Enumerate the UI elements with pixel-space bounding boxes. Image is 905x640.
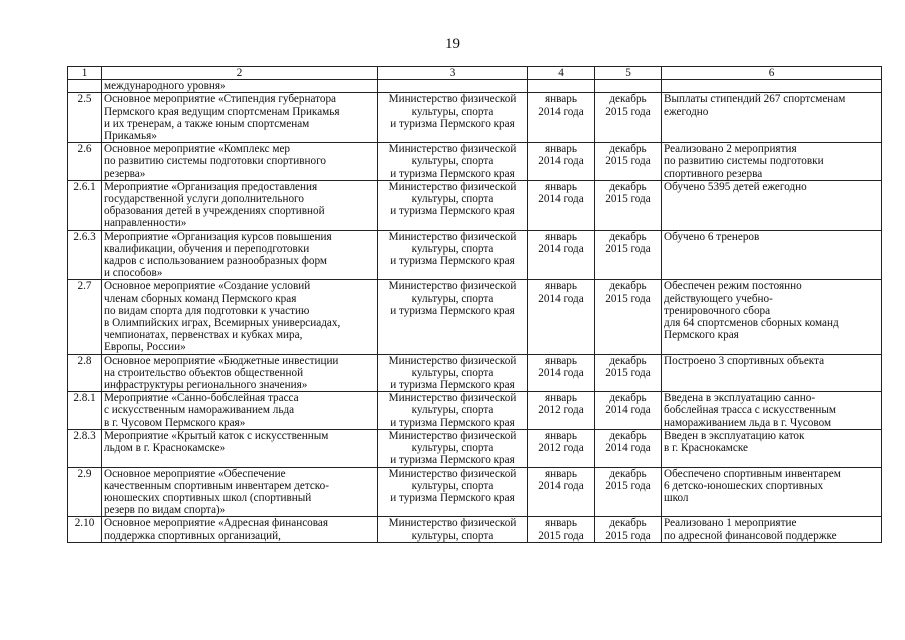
expected-result-line: Обеспечен режим постоянно bbox=[664, 280, 802, 293]
end-date-line: декабрь bbox=[609, 230, 647, 243]
start-date-cell bbox=[528, 517, 595, 542]
executor-cell bbox=[378, 392, 528, 430]
start-date-cell bbox=[528, 93, 595, 143]
executor-line: Министерство физической bbox=[388, 429, 517, 442]
measure-name-line: качественным спортивным инвентарем детско- bbox=[104, 479, 329, 492]
header-cell: 2 bbox=[102, 67, 378, 80]
expected-result-line: Введена в эксплуатацию санно- bbox=[664, 392, 816, 405]
expected-result-line: Обучено 5395 детей ежегодно bbox=[664, 180, 807, 193]
executor-cell bbox=[378, 180, 528, 230]
start-date-cell bbox=[528, 180, 595, 230]
row-number-cell bbox=[68, 230, 102, 280]
measure-name-line: Мероприятие «Крытый каток с искусственным bbox=[104, 429, 329, 442]
start-date-line: январь bbox=[545, 180, 577, 193]
row-number-line: 2.8.3 bbox=[73, 429, 96, 442]
measure-name-line: государственной услуги дополнительного bbox=[104, 193, 304, 206]
executor-line: и туризма Пермского края bbox=[390, 167, 515, 180]
end-date-line: 2015 года bbox=[605, 242, 651, 255]
row-number-line: 2.8.1 bbox=[73, 392, 96, 405]
measure-name-line: чемпионатах, первенствах и кубках мира, bbox=[104, 329, 303, 342]
expected-result-cell bbox=[662, 93, 882, 143]
start-date-line: 2012 года bbox=[538, 404, 584, 417]
measure-name-line: Мероприятие «Санно-бобслейная трасса bbox=[104, 392, 299, 405]
expected-result-line: школ bbox=[664, 491, 689, 504]
measure-name-cell bbox=[102, 392, 378, 430]
measure-name-line: по развитию системы подготовки спортивного bbox=[104, 155, 327, 168]
start-date-line: 2014 года bbox=[538, 242, 584, 255]
executor-line: и туризма Пермского края bbox=[390, 379, 515, 392]
expected-result-line: спортивного резерва bbox=[664, 167, 763, 180]
executor-line: и туризма Пермского края bbox=[390, 491, 515, 504]
executor-line: и туризма Пермского края bbox=[390, 304, 515, 317]
end-date-cell bbox=[595, 280, 662, 354]
executor-line: культуры, спорта bbox=[411, 366, 494, 379]
executor-line: культуры, спорта bbox=[411, 193, 494, 206]
executor-cell bbox=[378, 467, 528, 517]
measure-name-line: в г. Чусовом Пермского края» bbox=[104, 416, 246, 429]
header-cell: 4 bbox=[528, 67, 595, 80]
measure-name-line: в Олимпийских играх, Всемирных универсиадах, bbox=[104, 317, 341, 330]
table-row bbox=[68, 93, 882, 143]
measure-name-line: Мероприятие «Организация курсов повышения bbox=[104, 230, 332, 243]
header-cell: 1 bbox=[68, 67, 102, 80]
start-date-cell bbox=[528, 280, 595, 354]
executor-line: Министерство физической bbox=[388, 392, 517, 405]
expected-result-line: Введен в эксплуатацию каток bbox=[664, 429, 805, 442]
row-number-cell bbox=[68, 180, 102, 230]
executor-line: и туризма Пермского края bbox=[390, 255, 515, 268]
executor-line: Министерство физической bbox=[388, 354, 517, 367]
header-cell: 5 bbox=[595, 67, 662, 80]
measure-name-line: и их тренерам, а также юным спортсменам bbox=[104, 117, 310, 130]
table-row bbox=[68, 392, 882, 430]
end-date-cell bbox=[595, 93, 662, 143]
measure-name-line: Пермского края ведущим спортсменам Прикамья bbox=[104, 105, 340, 118]
end-date-line: декабрь bbox=[609, 280, 647, 293]
measure-name-cell bbox=[102, 143, 378, 181]
expected-result-line: для 64 спортсменов сборных команд bbox=[664, 317, 839, 330]
table-row bbox=[68, 467, 882, 517]
executor-line: культуры, спорта bbox=[411, 155, 494, 168]
expected-result-line: тренировочного сбора bbox=[664, 304, 771, 317]
start-date-line: 2014 года bbox=[538, 105, 584, 118]
executor-cell bbox=[378, 93, 528, 143]
measure-name-cell bbox=[102, 93, 378, 143]
executor-cell bbox=[378, 429, 528, 467]
end-date-line: 2015 года bbox=[605, 193, 651, 206]
row-number-line: 2.9 bbox=[77, 467, 92, 480]
start-date-cell bbox=[528, 467, 595, 517]
end-date-line: 2015 года bbox=[605, 479, 651, 492]
expected-result-cell bbox=[662, 354, 882, 392]
end-date-cell bbox=[595, 354, 662, 392]
end-date-cell bbox=[595, 143, 662, 181]
start-date-cell bbox=[528, 392, 595, 430]
executor-line: культуры, спорта bbox=[411, 242, 494, 255]
row-number-cell bbox=[68, 517, 102, 542]
measure-name-line: Основное мероприятие «Бюджетные инвестиции bbox=[104, 354, 339, 367]
table-row bbox=[68, 280, 882, 354]
measure-name-line: членам сборных команд Пермского края bbox=[104, 292, 297, 305]
measure-name-line: с искусственным намораживанием льда bbox=[104, 404, 295, 417]
measure-name-line: направленности» bbox=[104, 217, 187, 230]
expected-result-line: Обеспечено спортивным инвентарем bbox=[664, 467, 841, 480]
start-date-line: январь bbox=[545, 429, 577, 442]
continuation-text: международного уровня» bbox=[102, 80, 378, 93]
table-row bbox=[68, 180, 882, 230]
measures-table bbox=[67, 66, 882, 543]
executor-cell bbox=[378, 280, 528, 354]
executor-line: Министерство физической bbox=[388, 280, 517, 293]
executor-line: культуры, спорта bbox=[411, 105, 494, 118]
measure-name-cell bbox=[102, 280, 378, 354]
executor-line: Министерство физической bbox=[388, 93, 517, 106]
executor-line: и туризма Пермского края bbox=[390, 205, 515, 218]
end-date-line: 2014 года bbox=[605, 404, 651, 417]
executor-line: Министерство физической bbox=[388, 230, 517, 243]
continuation-num-cell bbox=[68, 80, 102, 93]
start-date-cell bbox=[528, 429, 595, 467]
measure-name-line: поддержка спортивных организаций, bbox=[104, 529, 281, 542]
measure-name-cell bbox=[102, 467, 378, 517]
expected-result-line: Реализовано 2 мероприятия bbox=[664, 143, 797, 156]
expected-result-cell bbox=[662, 280, 882, 354]
start-date-line: январь bbox=[545, 280, 577, 293]
executor-line: культуры, спорта bbox=[411, 442, 494, 455]
start-date-line: 2014 года bbox=[538, 193, 584, 206]
measure-name-line: Основное мероприятие «Комплекс мер bbox=[104, 143, 291, 156]
start-date-line: январь bbox=[545, 230, 577, 243]
start-date-line: 2015 года bbox=[538, 529, 584, 542]
executor-cell bbox=[378, 517, 528, 542]
measure-name-cell bbox=[102, 180, 378, 230]
header-cell: 3 bbox=[378, 67, 528, 80]
end-date-line: декабрь bbox=[609, 429, 647, 442]
expected-result-line: ежегодно bbox=[664, 105, 709, 118]
measure-name-line: Основное мероприятие «Создание условий bbox=[104, 280, 311, 293]
row-number-line: 2.6.3 bbox=[73, 230, 96, 243]
continuation-row bbox=[68, 80, 882, 93]
expected-result-line: Обучено 6 тренеров bbox=[664, 230, 760, 243]
start-date-cell bbox=[528, 230, 595, 280]
end-date-line: декабрь bbox=[609, 517, 647, 530]
end-date-line: 2015 года bbox=[605, 155, 651, 168]
row-number-cell bbox=[68, 429, 102, 467]
row-number-line: 2.6.1 bbox=[73, 180, 96, 193]
start-date-line: 2012 года bbox=[538, 442, 584, 455]
end-date-cell bbox=[595, 517, 662, 542]
executor-line: культуры, спорта bbox=[411, 479, 494, 492]
row-number-line: 2.10 bbox=[74, 517, 95, 530]
end-date-line: 2014 года bbox=[605, 442, 651, 455]
expected-result-line: бобслейная трасса с искусственным bbox=[664, 404, 836, 417]
expected-result-cell bbox=[662, 392, 882, 430]
expected-result-cell bbox=[662, 517, 882, 542]
expected-result-line: Пермского края bbox=[664, 329, 739, 342]
executor-line: культуры, спорта bbox=[411, 404, 494, 417]
start-date-line: январь bbox=[545, 467, 577, 480]
end-date-line: 2015 года bbox=[605, 529, 651, 542]
row-number-cell bbox=[68, 467, 102, 517]
executor-line: культуры, спорта bbox=[411, 529, 494, 542]
start-date-cell bbox=[528, 354, 595, 392]
header-cell: 6 bbox=[662, 67, 882, 80]
start-date-cell bbox=[528, 143, 595, 181]
executor-line: Министерство физической bbox=[388, 467, 517, 480]
measure-name-cell bbox=[102, 429, 378, 467]
row-number-line: 2.6 bbox=[77, 143, 92, 156]
expected-result-line: по адресной финансовой поддержке bbox=[664, 529, 837, 542]
end-date-cell bbox=[595, 429, 662, 467]
measure-name-line: Европы, России» bbox=[104, 341, 186, 354]
measure-name-line: льдом в г. Краснокамске» bbox=[104, 442, 226, 455]
start-date-line: январь bbox=[545, 392, 577, 405]
expected-result-line: Реализовано 1 мероприятие bbox=[664, 517, 797, 530]
row-number-line: 2.5 bbox=[77, 93, 92, 106]
expected-result-cell bbox=[662, 429, 882, 467]
expected-result-line: действующего учебно- bbox=[664, 292, 773, 305]
row-number-cell bbox=[68, 93, 102, 143]
end-date-line: декабрь bbox=[609, 354, 647, 367]
end-date-cell bbox=[595, 180, 662, 230]
start-date-line: январь bbox=[545, 143, 577, 156]
measure-name-line: Основное мероприятие «Адресная финансовая bbox=[104, 517, 329, 530]
table-body bbox=[68, 67, 882, 543]
measure-name-line: квалификации, обучения и переподготовки bbox=[104, 242, 310, 255]
executor-line: Министерство физической bbox=[388, 143, 517, 156]
executor-cell bbox=[378, 143, 528, 181]
executor-line: и туризма Пермского края bbox=[390, 454, 515, 467]
executor-line: Министерство физической bbox=[388, 180, 517, 193]
end-date-line: 2015 года bbox=[605, 292, 651, 305]
measure-name-line: по видам спорта для подготовки к участию bbox=[104, 304, 310, 317]
end-date-cell bbox=[595, 467, 662, 517]
expected-result-line: Построено 3 спортивных объекта bbox=[664, 354, 825, 367]
executor-line: Министерство физической bbox=[388, 517, 517, 530]
measure-name-line: резерва» bbox=[104, 167, 146, 180]
row-number-line: 2.8 bbox=[77, 354, 92, 367]
end-date-cell bbox=[595, 392, 662, 430]
end-date-line: декабрь bbox=[609, 467, 647, 480]
row-number-cell bbox=[68, 280, 102, 354]
row-number-line: 2.7 bbox=[77, 280, 92, 293]
end-date-cell bbox=[595, 230, 662, 280]
table-row bbox=[68, 354, 882, 392]
measure-name-cell bbox=[102, 517, 378, 542]
end-date-line: декабрь bbox=[609, 93, 647, 106]
expected-result-cell bbox=[662, 467, 882, 517]
table-header-row bbox=[68, 67, 882, 80]
end-date-line: 2015 года bbox=[605, 105, 651, 118]
table-row bbox=[68, 230, 882, 280]
end-date-line: декабрь bbox=[609, 143, 647, 156]
expected-result-line: намораживанием льда в г. Чусовом bbox=[664, 416, 832, 429]
measure-name-line: и способов» bbox=[104, 267, 163, 280]
expected-result-line: в г. Краснокамске bbox=[664, 442, 748, 455]
measure-name-line: инфраструктуры регионального значения» bbox=[104, 379, 308, 392]
executor-line: и туризма Пермского края bbox=[390, 117, 515, 130]
end-date-line: декабрь bbox=[609, 180, 647, 193]
start-date-line: 2014 года bbox=[538, 479, 584, 492]
end-date-line: декабрь bbox=[609, 392, 647, 405]
start-date-line: январь bbox=[545, 93, 577, 106]
measure-name-line: Основное мероприятие «Обеспечение bbox=[104, 467, 286, 480]
measure-name-line: на строительство объектов общественной bbox=[104, 366, 304, 379]
expected-result-cell bbox=[662, 230, 882, 280]
expected-result-cell bbox=[662, 143, 882, 181]
table-row bbox=[68, 429, 882, 467]
executor-cell bbox=[378, 354, 528, 392]
start-date-line: 2014 года bbox=[538, 366, 584, 379]
table-row bbox=[68, 143, 882, 181]
row-number-cell bbox=[68, 143, 102, 181]
row-number-cell bbox=[68, 392, 102, 430]
measure-name-cell bbox=[102, 354, 378, 392]
executor-cell bbox=[378, 230, 528, 280]
expected-result-cell bbox=[662, 180, 882, 230]
expected-result-line: по развитию системы подготовки bbox=[664, 155, 824, 168]
page-number: 19 bbox=[445, 36, 460, 52]
start-date-line: январь bbox=[545, 354, 577, 367]
executor-line: культуры, спорта bbox=[411, 292, 494, 305]
measure-name-line: Мероприятие «Организация предоставления bbox=[104, 180, 318, 193]
start-date-line: 2014 года bbox=[538, 155, 584, 168]
measure-name-line: образования детей в учреждениях спортивной bbox=[104, 205, 325, 218]
expected-result-line: Выплаты стипендий 267 спортсменам bbox=[664, 93, 846, 106]
measure-name-line: Основное мероприятие «Стипендия губернатора bbox=[104, 93, 337, 106]
row-number-cell bbox=[68, 354, 102, 392]
executor-line: и туризма Пермского края bbox=[390, 416, 515, 429]
measure-name-line: кадров с использованием разнообразных форм bbox=[104, 255, 327, 268]
table-row bbox=[68, 517, 882, 542]
start-date-line: 2014 года bbox=[538, 292, 584, 305]
measure-name-line: юношеских спортивных школ (спортивный bbox=[104, 491, 312, 504]
start-date-line: январь bbox=[545, 517, 577, 530]
end-date-line: 2015 года bbox=[605, 366, 651, 379]
measure-name-line: Прикамья» bbox=[104, 130, 157, 143]
measure-name-line: резерв по видам спорта)» bbox=[104, 504, 226, 517]
expected-result-line: 6 детско-юношеских спортивных bbox=[664, 479, 824, 492]
measure-name-cell bbox=[102, 230, 378, 280]
